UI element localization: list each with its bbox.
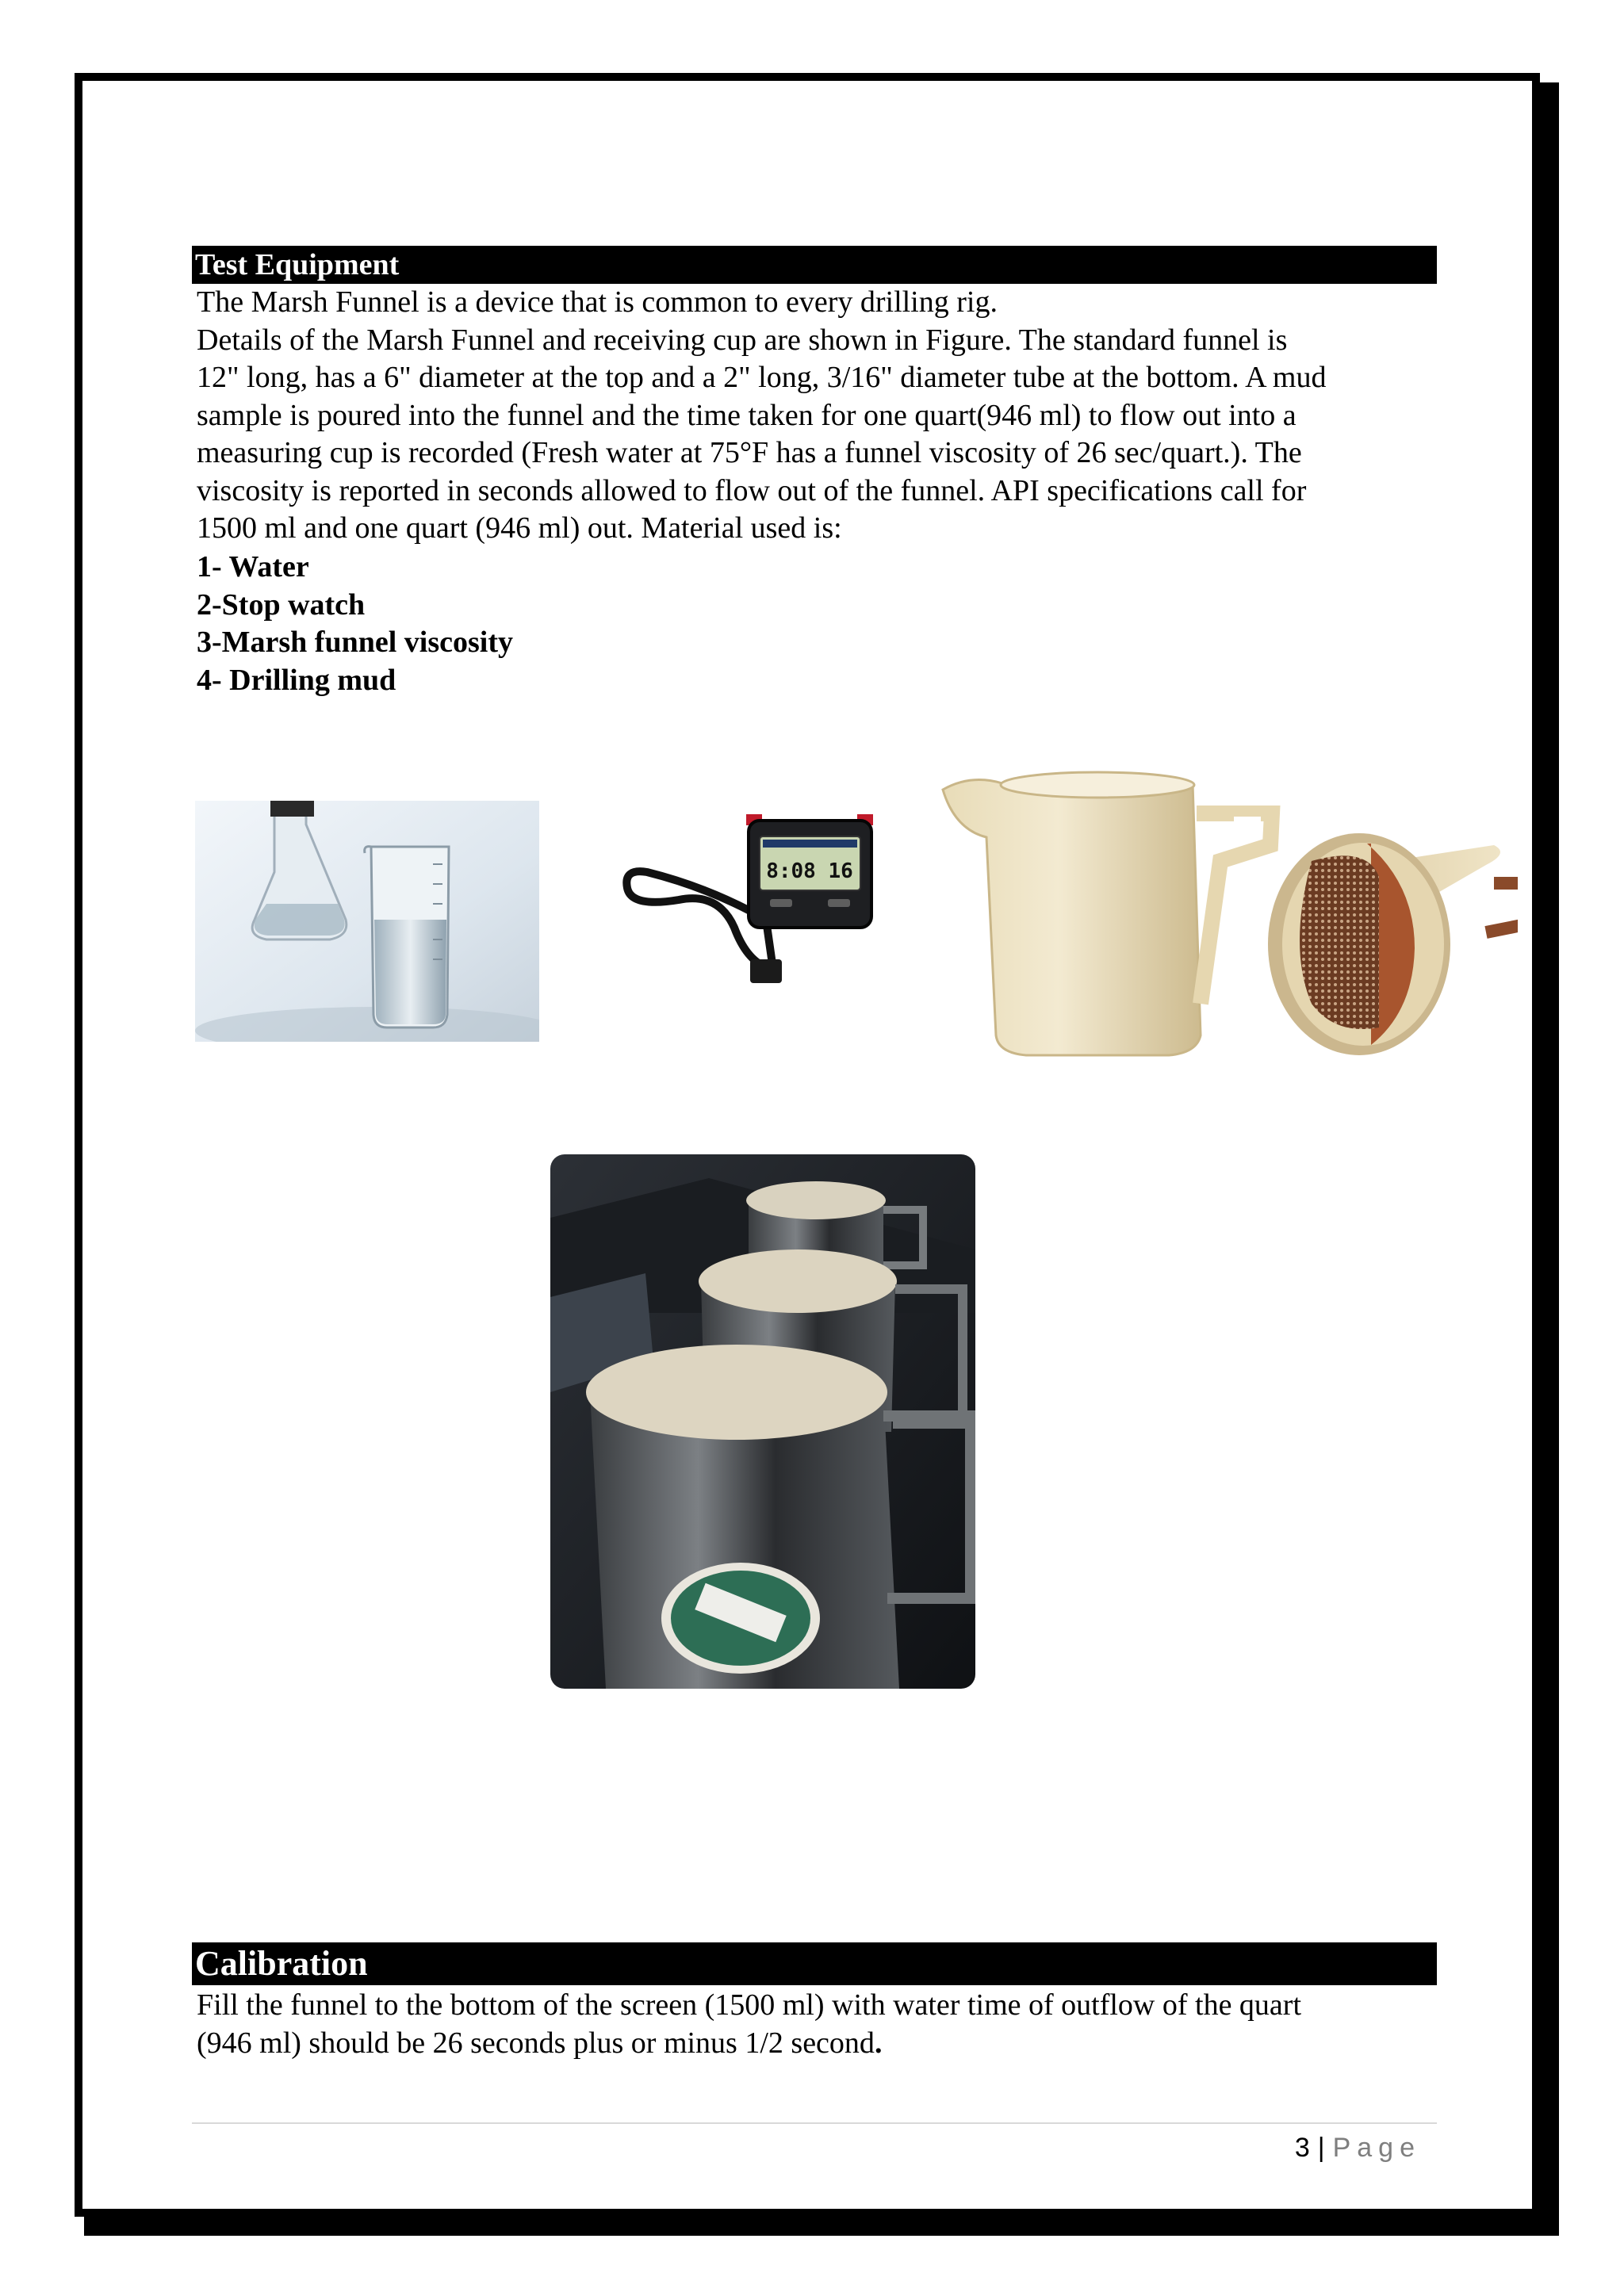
calibration-paragraph	[197, 1987, 1442, 2062]
footer-rule	[192, 2122, 1437, 2124]
paragraph-line: viscosity is reported in seconds allowed to flow out of the funnel. API specifications call for	[197, 473, 1307, 507]
paragraph-line: sample is poured into the funnel and the time taken for one quart(946 ml) to flow out into a	[197, 398, 1297, 432]
paragraph-line: The Marsh Funnel is a device that is common to every drilling rig.	[197, 285, 998, 319]
materials-list-item: 1- Water	[197, 550, 309, 584]
section-heading-calibration: Calibration	[192, 1942, 1437, 1985]
page-number: 3	[1294, 2133, 1310, 2163]
page-footer	[1295, 2128, 1421, 2168]
drilling-mud-cups-photo	[550, 1154, 975, 1689]
paragraph-line: 1500 ml and one quart (946 ml) out. Material used is:	[197, 511, 842, 545]
materials-list-item: 3-Marsh funnel viscosity	[197, 626, 513, 659]
materials-list-item: 2-Stop watch	[197, 587, 366, 622]
water-beakers-photo	[195, 801, 539, 1042]
stopwatch-display: 8:08 16	[766, 859, 853, 883]
paragraph-line: 12" long, has a 6" diameter at the top and a 2" long, 3/16" diameter tube at the bottom. A mud	[197, 361, 1327, 394]
section-heading-test-equipment: Test Equipment	[192, 246, 1437, 284]
paragraph-line-text: (946 ml) should be 26 seconds plus or minus 1/2 second	[197, 2026, 875, 2060]
footer-separator: |	[1317, 2133, 1325, 2163]
materials-list-item: 4- Drilling mud	[197, 663, 396, 697]
paragraph-line	[197, 2025, 1442, 2063]
paragraph-end-mark: .	[874, 2026, 883, 2060]
marsh-funnel-and-cup-photo	[939, 766, 1518, 1067]
page-label: Page	[1332, 2133, 1421, 2163]
test-equipment-paragraph	[197, 284, 1442, 548]
materials-list	[197, 549, 513, 699]
paragraph-line: measuring cup is recorded (Fresh water at 75°F has a funnel viscosity of 26 sec/quart.). The	[197, 436, 1302, 469]
stopwatch-photo	[615, 801, 894, 1004]
paragraph-line: Details of the Marsh Funnel and receiving cup are shown in Figure. The standard funnel is	[197, 323, 1288, 357]
paragraph-line: Fill the funnel to the bottom of the screen (1500 ml) with water time of outflow of the quart	[197, 1988, 1302, 2022]
